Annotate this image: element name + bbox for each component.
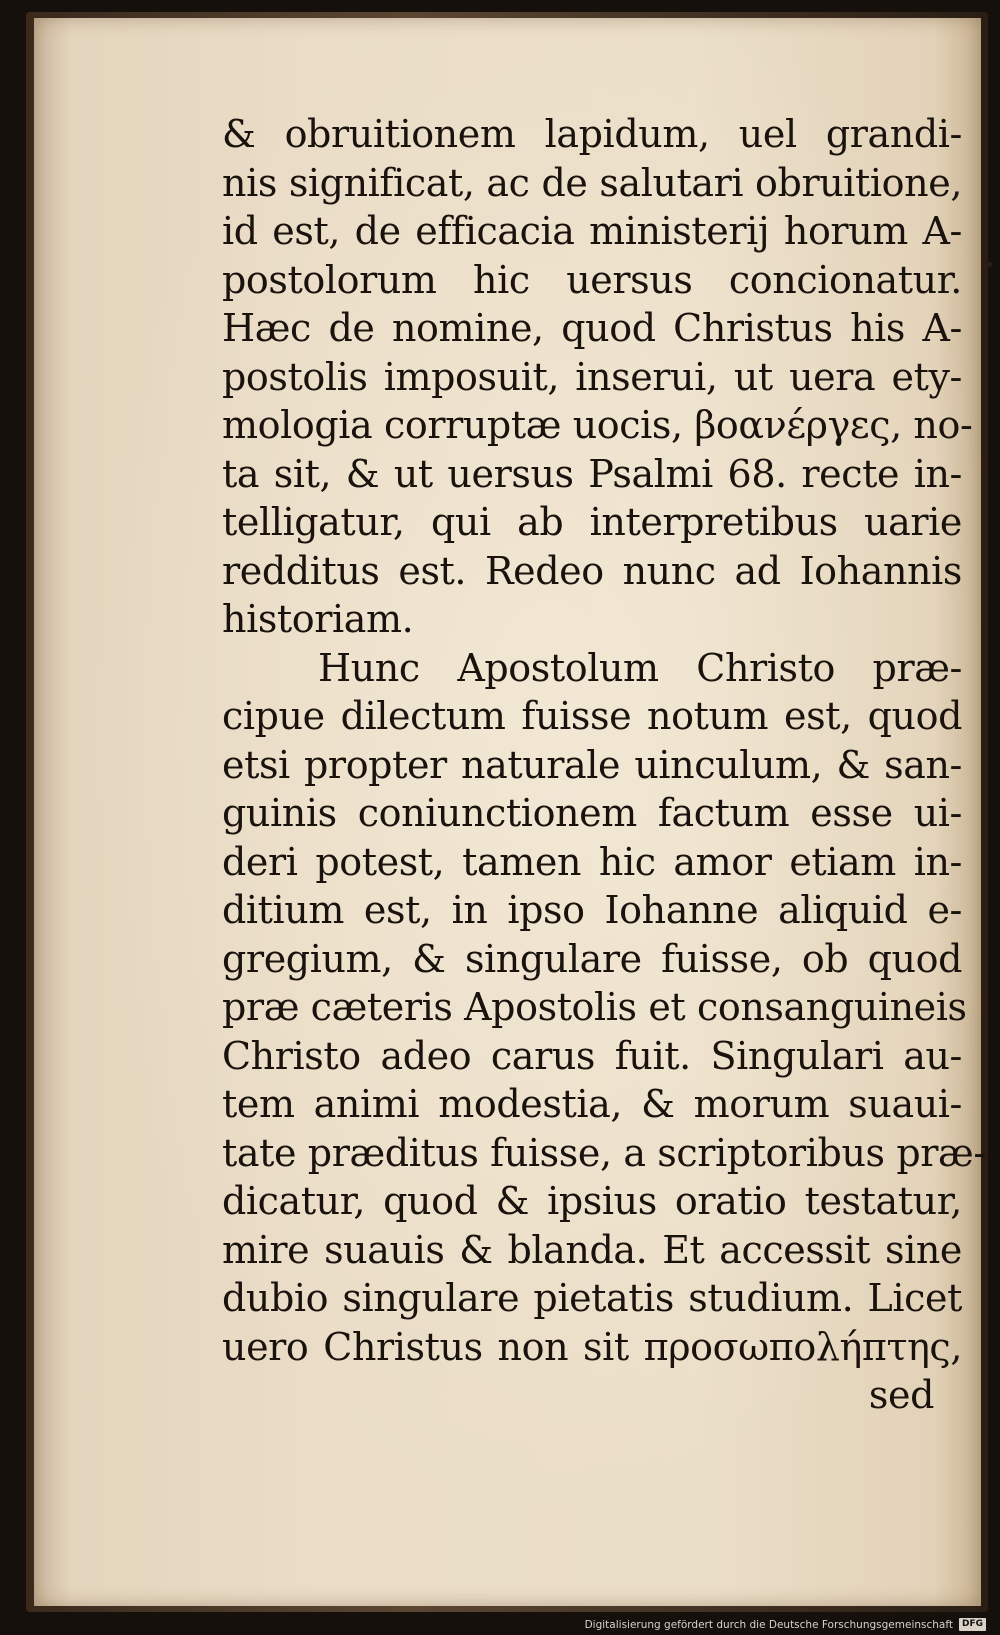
footer-credit: Digitalisierung gefördert durch die Deutsche Forschungsgemeinschaft xyxy=(584,1618,953,1631)
text-line: telligatur, qui ab interpretibus uarie xyxy=(222,500,962,544)
text-line: dubio singulare pietatis studium. Licet xyxy=(222,1276,962,1320)
digitization-footer xyxy=(585,1618,986,1631)
book-page xyxy=(34,18,986,1606)
text-line: dicatur, quod & ipsius oratio testatur, xyxy=(222,1179,962,1223)
text-line: etsi propter naturale uinculum, & san- xyxy=(222,742,962,787)
text-line: Hæc de nomine, quod Christus his A- xyxy=(222,306,962,350)
text-line: uero Christus non sit προσωπολήπτης, xyxy=(222,1324,962,1369)
text-line: postolis imposuit, inserui, ut uera ety- xyxy=(222,354,962,399)
text-line: nis significat, ac de salutari obruitione, xyxy=(222,160,962,205)
ink-speck xyxy=(987,262,992,267)
page-text xyxy=(222,110,986,1420)
text-line: postolorum hic uersus concionatur. xyxy=(222,257,962,302)
paragraph-start-line: Hunc Apostolum Christo præ- xyxy=(318,645,962,690)
text-line: historiam. xyxy=(222,597,414,641)
text-line: tem animi modestia, & morum suaui- xyxy=(222,1082,962,1126)
dfg-logo-icon: DFG xyxy=(959,1618,986,1631)
text-line: guinis coniunctionem factum esse ui- xyxy=(222,791,962,835)
text-line: ta sit, & ut uersus Psalmi 68. recte in- xyxy=(222,451,962,496)
text-line: redditus est. Redeo nunc ad Iohannis xyxy=(222,548,962,593)
text-line: tate præditus fuisse, a scriptoribus præ- xyxy=(222,1130,986,1175)
text-line: præ cæteris Apostolis et consanguineis xyxy=(222,985,967,1029)
text-line: Christo adeo carus fuit. Singulari au- xyxy=(222,1033,962,1078)
text-line: gregium, & singulare fuisse, ob quod xyxy=(222,936,962,981)
text-line: cipue dilectum fuisse notum est, quod xyxy=(222,694,962,738)
text-line: deri potest, tamen hic amor etiam in- xyxy=(222,839,962,884)
catchword: sed xyxy=(868,1373,934,1417)
text-line: mologia corruptæ uocis, βοανέργες, no- xyxy=(222,403,973,447)
text-line: id est, de efficacia ministerij horum A- xyxy=(222,209,962,253)
text-line: & obruitionem lapidum, uel grandi- xyxy=(222,112,962,156)
text-line: ditium est, in ipso Iohanne aliquid e- xyxy=(222,888,962,932)
text-line: mire suauis & blanda. Et accessit sine xyxy=(222,1227,962,1272)
